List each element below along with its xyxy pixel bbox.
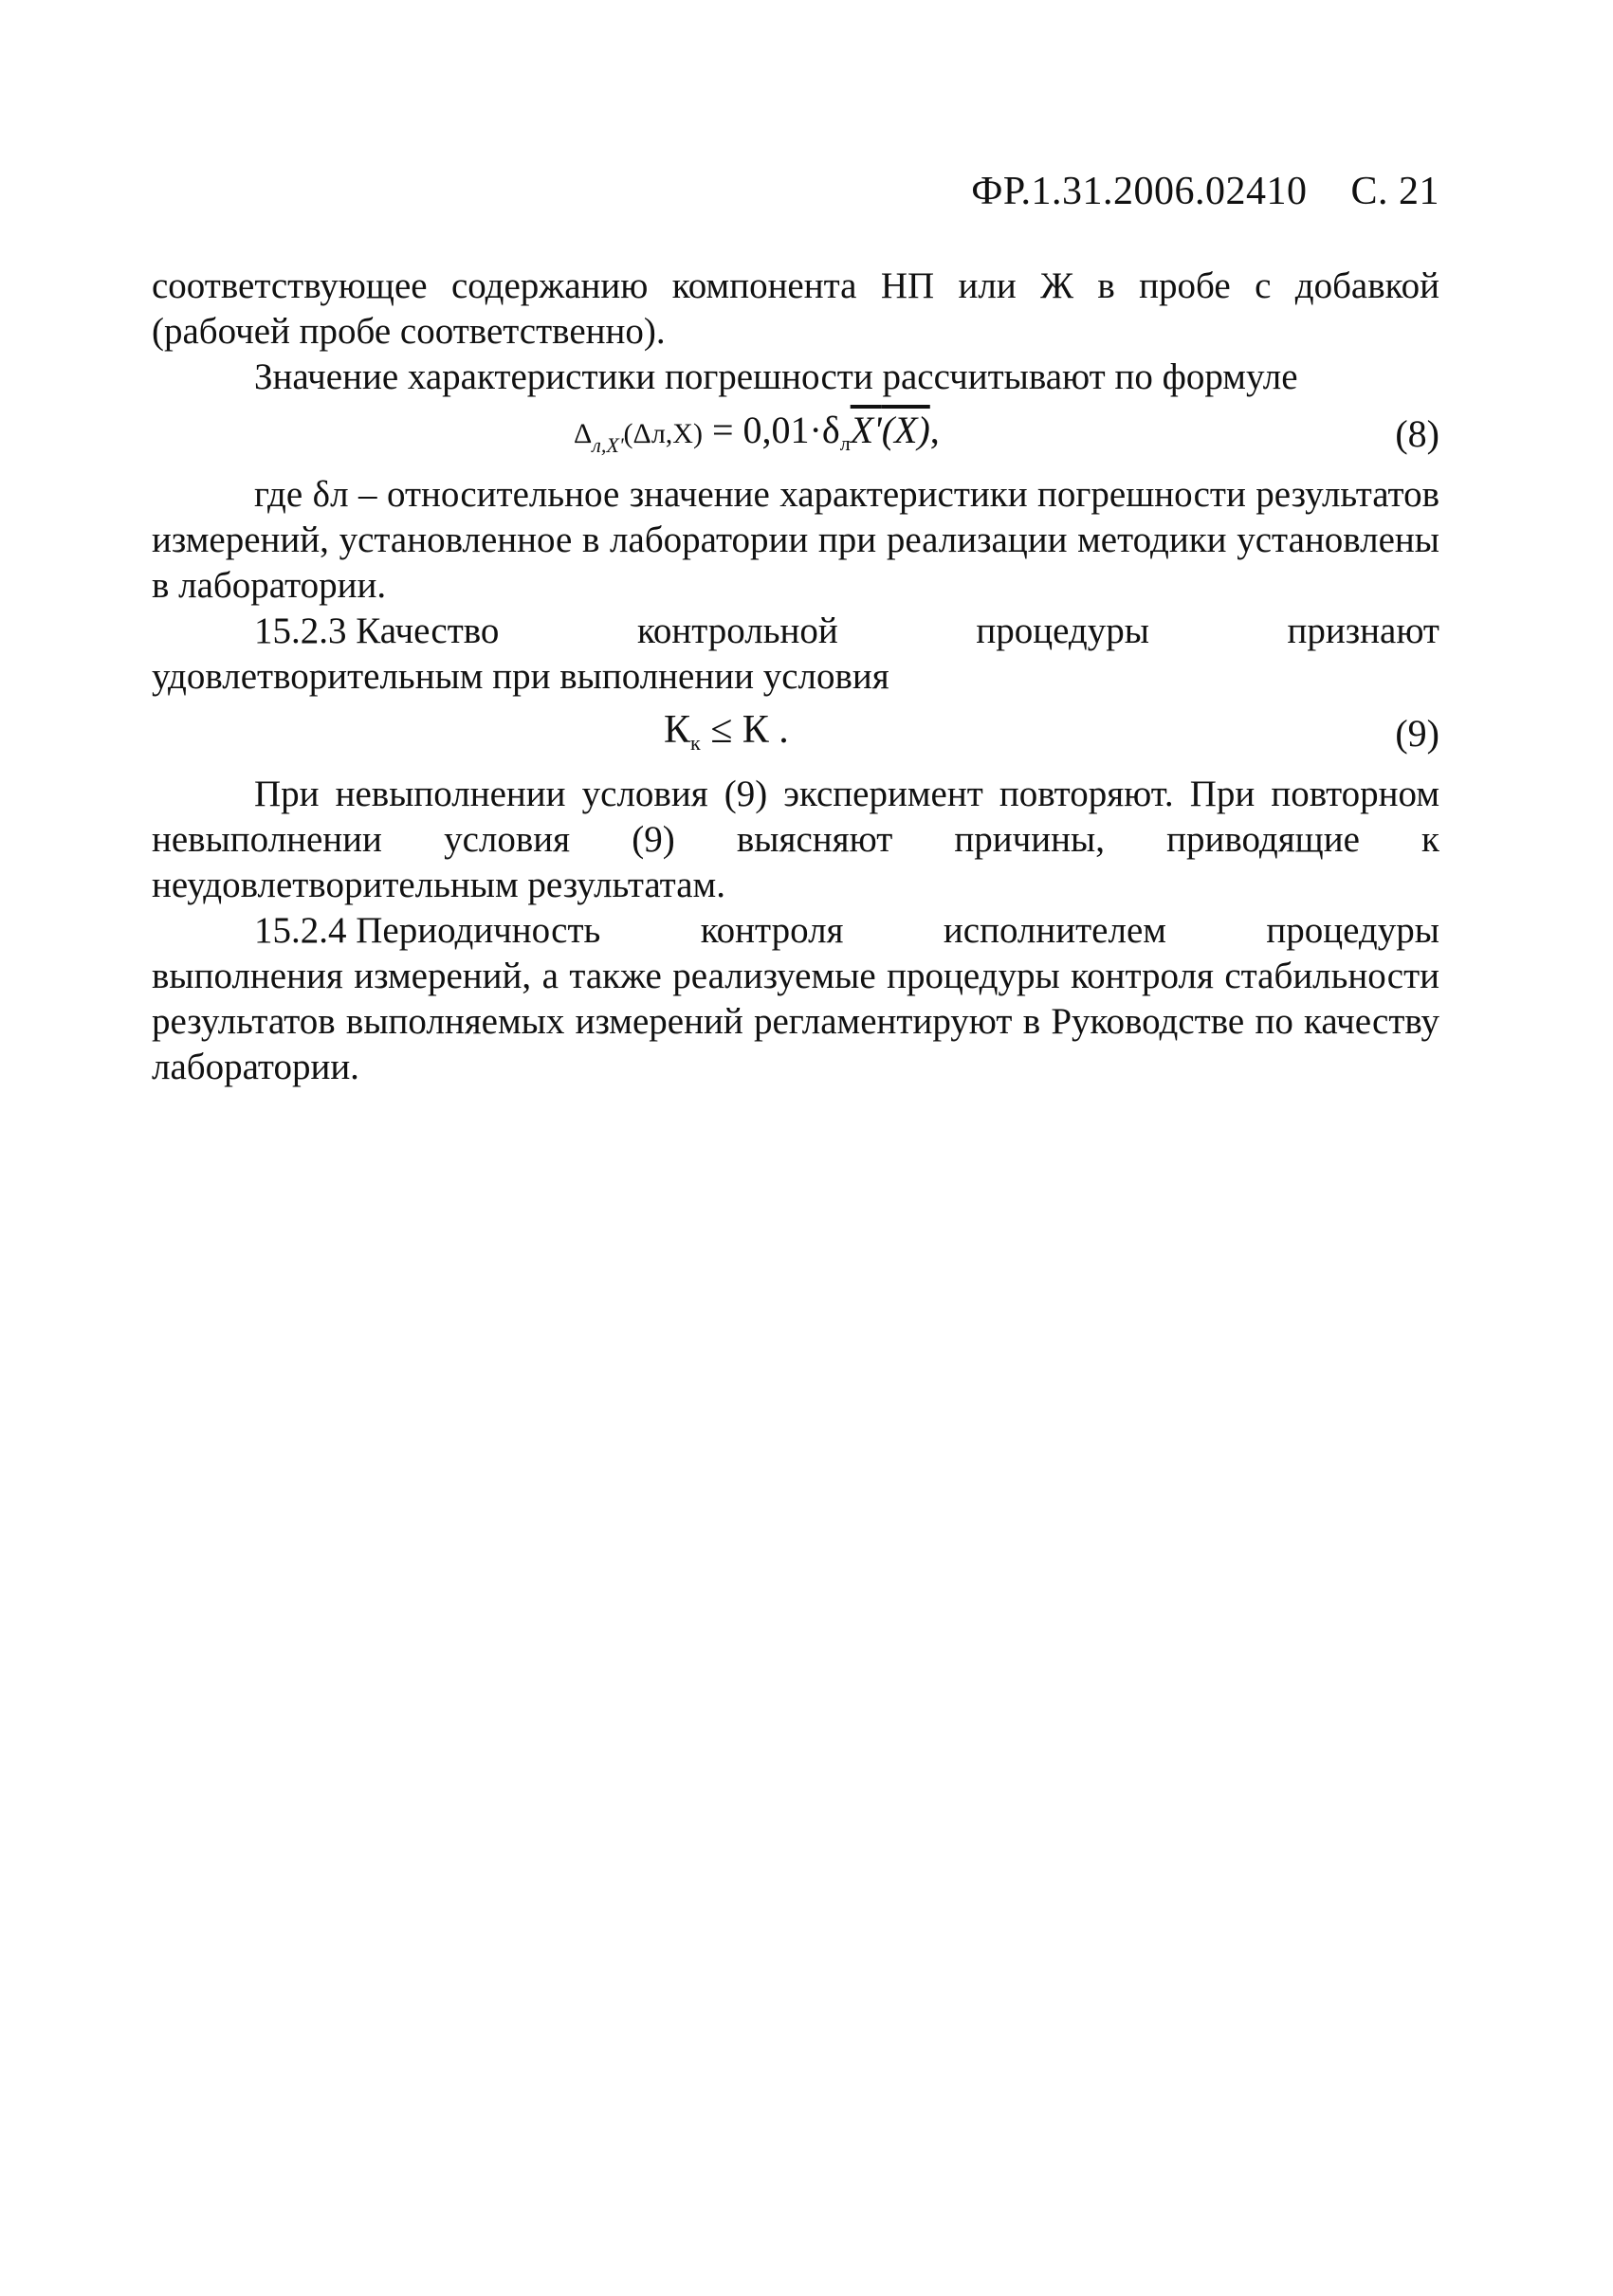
paragraph-continuation: соответствующее содержанию компонента НП или Ж в пробе с добавкой (рабочей пробе соответственно). xyxy=(152,265,1439,352)
formula-8 xyxy=(152,402,1439,466)
formula-8-equals: = xyxy=(711,409,734,451)
formula-8-tail: , xyxy=(929,409,940,451)
word: контроля xyxy=(700,910,844,951)
paragraph-15-2-3-first-line xyxy=(152,609,1439,654)
formula-9-operator: ≤ xyxy=(710,708,733,752)
paragraph-where: где δл – относительное значение характеристики погрешности результатов измерений, установленное в лаборатории при реализации методики установлены в лаборатории. xyxy=(152,474,1439,606)
paragraph-formula-intro: Значение характеристики погрешности рассчитывают по формуле xyxy=(254,356,1298,397)
formula-9-expression xyxy=(664,707,789,766)
document-body xyxy=(152,264,1439,1090)
equation-number-9: (9) xyxy=(1395,712,1439,755)
formula-9-lhs: К xyxy=(664,708,691,752)
word: признают xyxy=(1287,610,1439,651)
paragraph-15-2-4-rest: выполнения измерений, а также реализуемые процедуры контроля стабильности результатов выполняемых измерений регламентируют в Руководстве по качеству лаборатории. xyxy=(152,956,1439,1087)
formula-8-coef-sub: л xyxy=(839,431,851,455)
word: 15.2.4 Периодичность xyxy=(254,910,601,951)
formula-8-expression xyxy=(574,408,940,468)
paragraph-repeat: При невыполнении условия (9) эксперимент повторяют. При повторном невыполнении условия (9) выясняют причины, приводящие к неудовлетворительным результатам. xyxy=(152,774,1439,905)
formula-9-lhs-sub: к xyxy=(690,731,701,755)
word: исполнителем xyxy=(943,910,1166,951)
formula-8-lhs-symbol: Δ xyxy=(574,418,593,449)
document-code: ФР.1.31.2006.02410 xyxy=(971,170,1308,213)
formula-8-rhs-paren: (X) xyxy=(881,409,930,451)
formula-8-lhs-sub: л,X' xyxy=(592,433,624,457)
page-number: С. 21 xyxy=(1350,170,1439,213)
word: контрольной xyxy=(636,610,838,651)
formula-8-lhs-paren: (Δл,X) xyxy=(623,418,703,449)
word: 15.2.3 Качество xyxy=(254,610,500,651)
paragraph-15-2-4-first-line xyxy=(152,908,1439,954)
paragraph-15-2-3-rest: удовлетворительным при выполнении условия xyxy=(152,656,889,697)
formula-9-rhs: К . xyxy=(742,708,789,752)
formula-8-rhs-var: X' xyxy=(850,409,882,451)
word: процедуры xyxy=(976,610,1149,651)
page-header xyxy=(971,169,1439,214)
formula-9 xyxy=(152,702,1439,766)
word: процедуры xyxy=(1266,910,1439,951)
equation-number-8: (8) xyxy=(1395,412,1439,455)
formula-8-coef: 0,01·δ xyxy=(742,409,840,451)
